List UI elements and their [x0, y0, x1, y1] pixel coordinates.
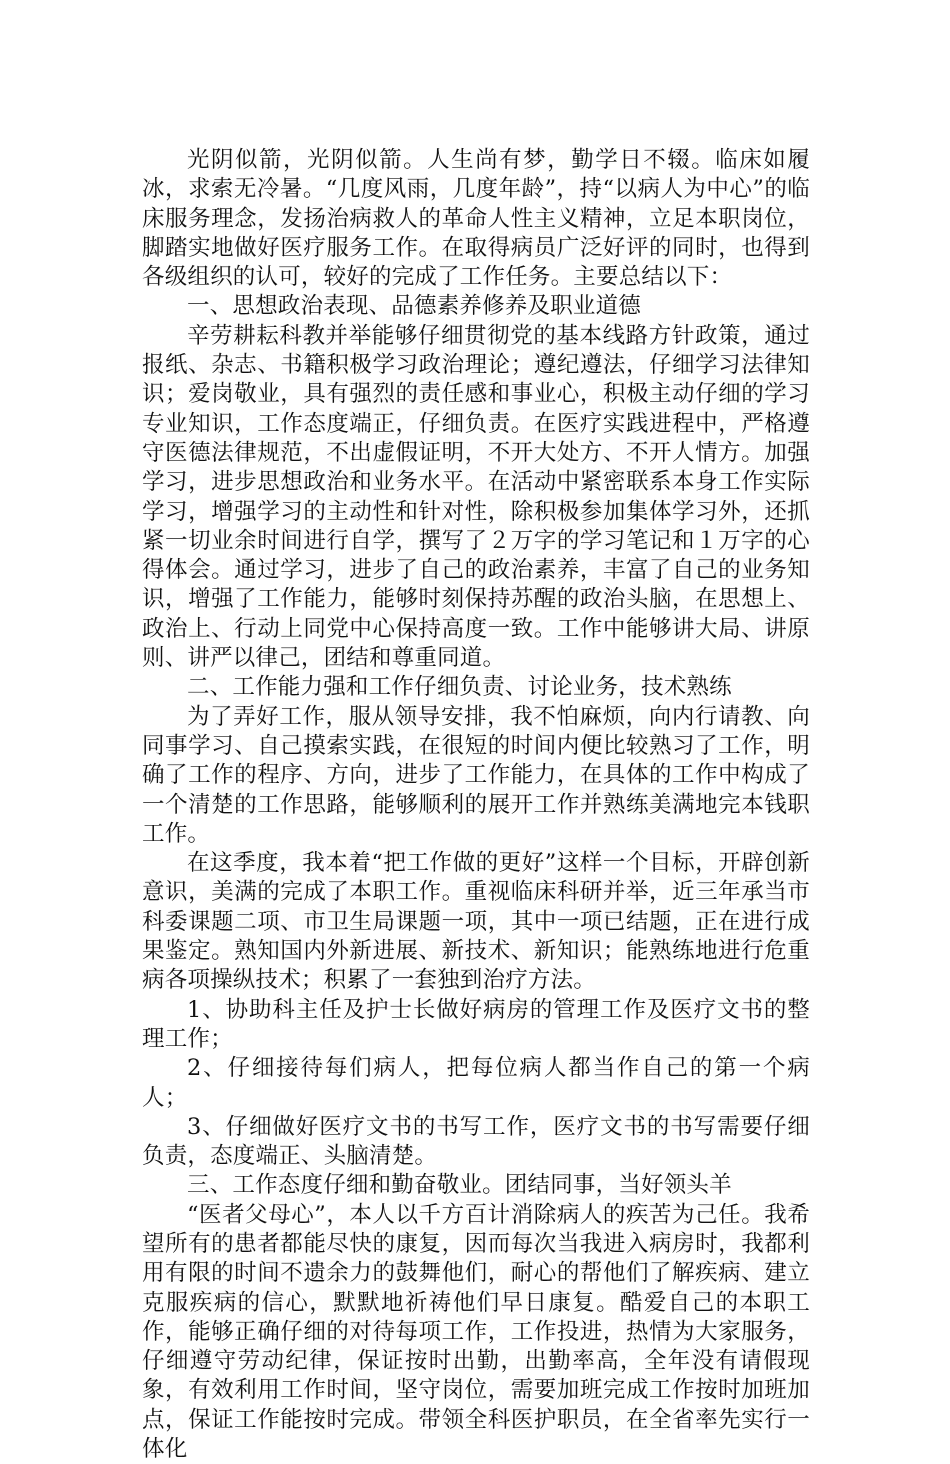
list-item-2: 2、仔细接待每们病人，把每位病人都当作自己的第一个病人；	[142, 1055, 810, 1111]
list-item-1: 1、协助科主任及护士长做好病房的管理工作及医疗文书的整理工作；	[142, 996, 810, 1052]
intro-paragraph: 光阴似箭，光阴似箭。人生尚有梦，勤学日不辍。临床如履冰，求索无冷暑。“几度风雨，几度年龄”，持“以病人为中心”的临床服务理念，发扬治病救人的革命人性主义精神，立足本职岗位，脚踏实地做好医疗服务工作。在取得病员广泛好评的同时，也得到各级组织的认可，较好的完成了工作任务。主要总结以下：	[142, 147, 810, 291]
section-heading-2: 二、工作能力强和工作仔细负责、讨论业务，技术熟练	[187, 674, 732, 701]
section-heading-1: 一、思想政治表现、品德素养修养及职业道德	[187, 293, 642, 320]
list-item-3: 3、仔细做好医疗文书的书写工作，医疗文书的书写需要仔细负责，态度端正、头脑清楚。	[142, 1113, 810, 1170]
section-2-paragraph-2: 在这季度，我本着“把工作做的更好”这样一个目标，开辟创新意识，美满的完成了本职工作。重视临床科研并举，近三年承当市科委课题二项、市卫生局课题一项，其中一项已结题，正在进行成果鉴定。熟知国内外新进展、新技术、新知识；能熟练地进行危重病各项操纵技术；积累了一套独到治疗方法。	[142, 850, 810, 994]
section-heading-3: 三、工作态度仔细和勤奋敬业。团结同事，当好领头羊	[187, 1172, 732, 1199]
section-3-paragraph: “医者父母心”，本人以千方百计消除病人的疾苦为己任。我希望所有的患者都能尽快的康复，因而每次当我进入病房时，我都利用有限的时间不遗余力的鼓舞他们，耐心的帮他们了解疾病、建立克服疾病的信心，默默地祈祷他们早日康复。酷爱自己的本职工作，能够正确仔细的对待每项工作，工作投进，热情为大家服务，仔细遵守劳动纪律，保证按时出勤，出勤率高，全年没有请假现象，有效利用工作时间，坚守岗位，需要加班完成工作按时加班加点，保证工作能按时完成。带领全科医护职员，在全省率先实行一体化	[142, 1201, 810, 1463]
document-body	[142, 146, 810, 1464]
section-2-paragraph-1: 为了弄好工作，服从领导安排，我不怕麻烦，向内行请教、向同事学习、自己摸索实践，在很短的时间内便比较熟习了工作，明确了工作的程序、方向，进步了工作能力，在具体的工作中构成了一个清楚的工作思路，能够顺利的展开工作并熟练美满地完本钱职工作。	[142, 703, 810, 847]
section-1-paragraph: 辛劳耕耘科教并举能够仔细贯彻党的基本线路方针政策，通过报纸、杂志、书籍积极学习政治理论；遵纪遵法，仔细学习法律知识；爱岗敬业，具有强烈的责任感和事业心，积极主动仔细的学习专业知识，工作态度端正，仔细负责。在医疗实践进程中，严格遵守医德法律规范，不出虚假证明，不开大处方、不开人情方。加强学习，进步思想政治和业务水平。在活动中紧密联系本身工作实际学习，增强学习的主动性和针对性，除积极参加集体学习外，还抓紧一切业余时间进行自学，撰写了２万字的学习笔记和１万字的心得体会。通过学习，进步了自己的政治素养，丰富了自己的业务知识，增强了工作能力，能够时刻保持苏醒的政治头脑，在思想上、政治上、行动上同党中心保持高度一致。工作中能够讲大局、讲原则、讲严以律己，团结和尊重同道。	[142, 322, 810, 672]
